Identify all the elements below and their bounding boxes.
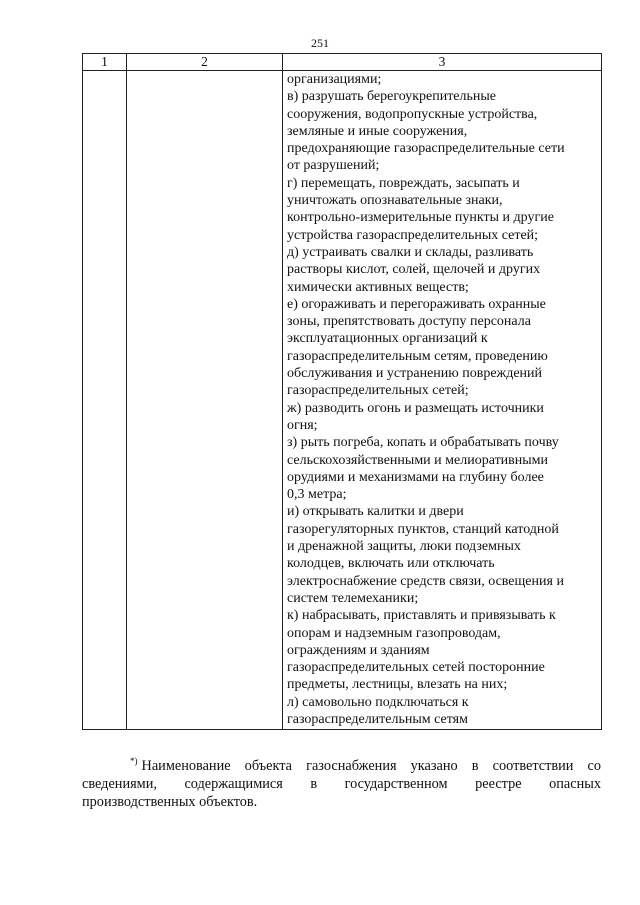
text-line: обслуживания и устранению повреждений [287,366,543,382]
text-line: газораспределительных сетей; [287,383,469,399]
text-line: газораспределительных сетей посторонние [287,660,545,676]
column-header-2: 2 [127,54,283,71]
text-line: уничтожать опознавательные знаки, [287,193,503,209]
table-cell-col3 [283,71,602,730]
text-line: предохраняющие газораспределительные сети [287,141,565,157]
text-line: к) набрасывать, приставлять и привязывать к [287,608,556,624]
text-line: эксплуатационных организаций к [287,331,488,347]
text-line: опорам и надземным газопроводам, [287,625,501,641]
table-header-row [83,54,602,71]
footnote-line: сведениями, содержащимися в государственном реестре опасных [82,776,601,792]
footnote-marker: *) [130,756,138,766]
text-line: огня; [287,417,318,433]
text-line: электроснабжение средств связи, освещения и [287,573,564,589]
text-line: и дренажной защиты, люки подземных [287,539,521,555]
text-line: ограждениям и зданиям [287,642,430,658]
footnote-line: производственных объектов. [82,794,258,810]
footnote-text: Наименование объекта газоснабжения указано в соответствии со [141,758,601,774]
text-line: газораспределительным сетям [287,711,468,727]
text-line: земляные и иные сооружения, [287,123,468,139]
text-line: систем телемеханики; [287,590,419,606]
column-header-1: 1 [83,54,127,71]
text-line: предметы, лестницы, влезать на них; [287,677,508,693]
text-line: химически активных веществ; [287,279,469,295]
text-line: в) разрушать берегоукрепительные [287,89,497,105]
footnote-line [82,757,601,775]
text-line: газорегуляторных пунктов, станций катодной [287,521,559,537]
table-row [83,71,602,730]
text-line: сельскохозяйственными и мелиоративными [287,452,549,468]
text-line: 0,3 метра; [287,487,347,503]
column-header-3: 3 [283,54,602,71]
text-line: колодцев, включать или отключать [287,556,495,572]
text-line: устройства газораспределительных сетей; [287,227,539,243]
text-line: г) перемещать, повреждать, засыпать и [287,175,520,191]
page-number: 251 [311,36,329,50]
text-line: сооружения, водопропускные устройства, [287,106,538,122]
text-line: орудиями и механизмами на глубину более [287,469,544,485]
text-line: и) открывать калитки и двери [287,504,464,520]
text-line: газораспределительным сетям, проведению [287,348,548,364]
text-line: д) устраивать свалки и склады, разливать [287,244,534,260]
text-line: л) самовольно подключаться к [287,694,469,710]
text-line: зоны, препятствовать доступу персонала [287,314,531,330]
content-table [82,53,602,730]
text-line: з) рыть погреба, копать и обрабатывать почву [287,435,559,451]
text-line: организациями; [287,72,382,87]
text-line: от разрушений; [287,158,380,174]
text-line: растворы кислот, солей, щелочей и других [287,262,541,278]
footnote [82,757,601,811]
text-line: контрольно-измерительные пункты и другие [287,210,554,226]
table-cell-col1 [83,71,127,730]
text-line: ж) разводить огонь и размещать источники [287,400,544,416]
table-cell-col2 [127,71,283,730]
text-line: е) огораживать и перегораживать охранные [287,296,546,312]
